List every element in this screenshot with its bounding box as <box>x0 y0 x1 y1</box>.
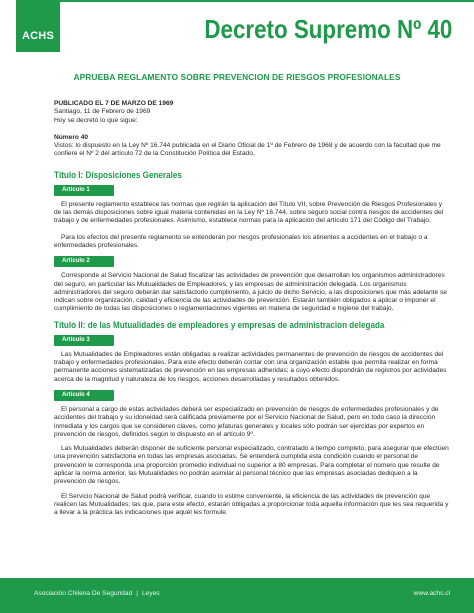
page-subtitle: APRUEBA REGLAMENTO SOBRE PREVENCION DE RIESGOS PROFESIONALES <box>73 72 401 82</box>
article-4-paragraph-1: El personal a cargo de estas actividades deberá ser especializado en prevención de riesgos de enfermedades profesionales y de accidentes del trabajo y su idoneidad será calificada previamente por el Servicio Nacional de Salud, pero en todo caso la dirección inmediata y los cargos que se consideren claves, como jefaturas generales y locales sólo podrán ser ejercidas por expertos en prevención de riesgos, definidos según lo dispuesto en el artículo 9º. <box>54 405 439 438</box>
title-1-heading: Título I: Disposiciones Generales <box>54 169 182 180</box>
article-2-paragraph-1: Corresponde al Servicio Nacional de Salud fiscalizar las actividades de prevención que desarrollan los organismos administradores del seguro, en particular las Mutualidades de Empleadores, y las empresas de administración delegada. Los organismos administradores del seguro deberán dar satisfactorio cumplimiento, a juicio de dicho Servicio, a las disposiciones que más adelante se indican sobre organización, calidad y eficiencia de las actividades de prevención. Estarán también obligados a aplicar o imponer el cumplimiento de todas las disposiciones o reglamentaciones vigentes en materia de seguridad e higiene del trabajo. <box>54 272 447 313</box>
date-line: Santiago, 11 de Febrero de 1969 <box>54 108 151 116</box>
document-body <box>54 100 450 518</box>
footer-separator: | <box>136 590 138 597</box>
article-3-badge: Artículo 3 <box>54 335 114 346</box>
article-3-paragraph-1: Las Mutualidades de Empleadores están obligadas a realizar actividades permanentes de prevención de riesgos de accidentes del trabajo y enfermedades profesionales. Para este efecto deberán contar con una organización estable que permita realizar en forma permanente acciones sistematizadas de prevención en las empresas adheridas; a cuyo efecto dispondrán de registros por actividades acerca de la magnitud y naturaleza de los riesgos, acciones desarrolladas y resultados obtenidos. <box>54 350 447 383</box>
article-4-badge: Artículo 4 <box>54 390 114 401</box>
article-2-badge: Artículo 2 <box>54 256 114 267</box>
article-1-paragraph-1: El presente reglamento establece las normas que regirán la aplicación del Título VII, sobre Prevención de Riesgos Profesionales y de las demás disposiciones sobre igual materia contenidas en la Ley Nº 16.744, sobre seguro social contra riesgos de accidentes del trabajo y de enfermedades profesionales. Asimismo, establece normas para la aplicación del artículo 171 del Código del Trabajo. <box>54 200 444 225</box>
logo-text: ACHS <box>22 30 54 42</box>
header-rule <box>60 0 474 2</box>
article-1-badge: Artículo 1 <box>54 185 114 196</box>
header <box>0 0 474 64</box>
footer-left <box>34 590 160 597</box>
vistos-paragraph: Vistos: lo dispuesto en la Ley Nº 16.744 publicada en el Diario Oficial de 1º de Febrero de 1968 y de acuerdo con la facultad que me confiere el Nº 2 del artículo 72 de la Constitución Política del Estado, <box>54 142 441 158</box>
decree-line: Hoy se decretó lo que sigue: <box>54 116 138 124</box>
article-1-paragraph-2: Para los efectos del presente reglamento se entenderán por riesgos profesionales los atinentes a accidentes en el trabajo o a enfermedades profesionales. <box>54 233 428 249</box>
article-4-paragraph-3: El Servicio Nacional de Salud podrá verificar, cuando lo estime conveniente, la eficiencia de las actividades de prevención que realicen las Mutualidades; las que, para este efecto, estarán obligadas a proporcionar toda aquella información que les sea requerida y a llevar a la práctica las indicaciones que aquél les formule. <box>54 492 449 517</box>
achs-logo <box>16 0 60 52</box>
footer-org: Asociación Chilena De Seguridad <box>34 590 133 597</box>
decree-number: Número 40 <box>54 133 89 141</box>
footer-section: Leyes <box>141 590 160 597</box>
footer-url[interactable]: www.achs.cl <box>413 590 450 597</box>
footer <box>0 578 474 613</box>
page-title: Decreto Supremo Nº 40 <box>203 14 452 44</box>
title-2-heading: Título II: de las Mutualidades de empleadores y empresas de administracion delegada <box>54 319 385 330</box>
published-line: PUBLICADO EL 7 DE MARZO DE 1969 <box>54 100 174 107</box>
article-4-paragraph-2: Las Mutualidades deberán disponer de suficiente personal especializado, contratado a tiempo completo, para asegurar que efectúen una prevención satisfactoria en todas las empresas asociadas. Se entenderá cumplida esta condición cuando el personal de prevención le corresponda una proporción promedio individual no superior a 80 empresas. Para completar el número que resulte de aplicar la norma anterior, las Mutualidades no podrán asimilar al personal técnico que las empresas asociadas dediquen a la prevención de riesgos. <box>54 445 449 486</box>
